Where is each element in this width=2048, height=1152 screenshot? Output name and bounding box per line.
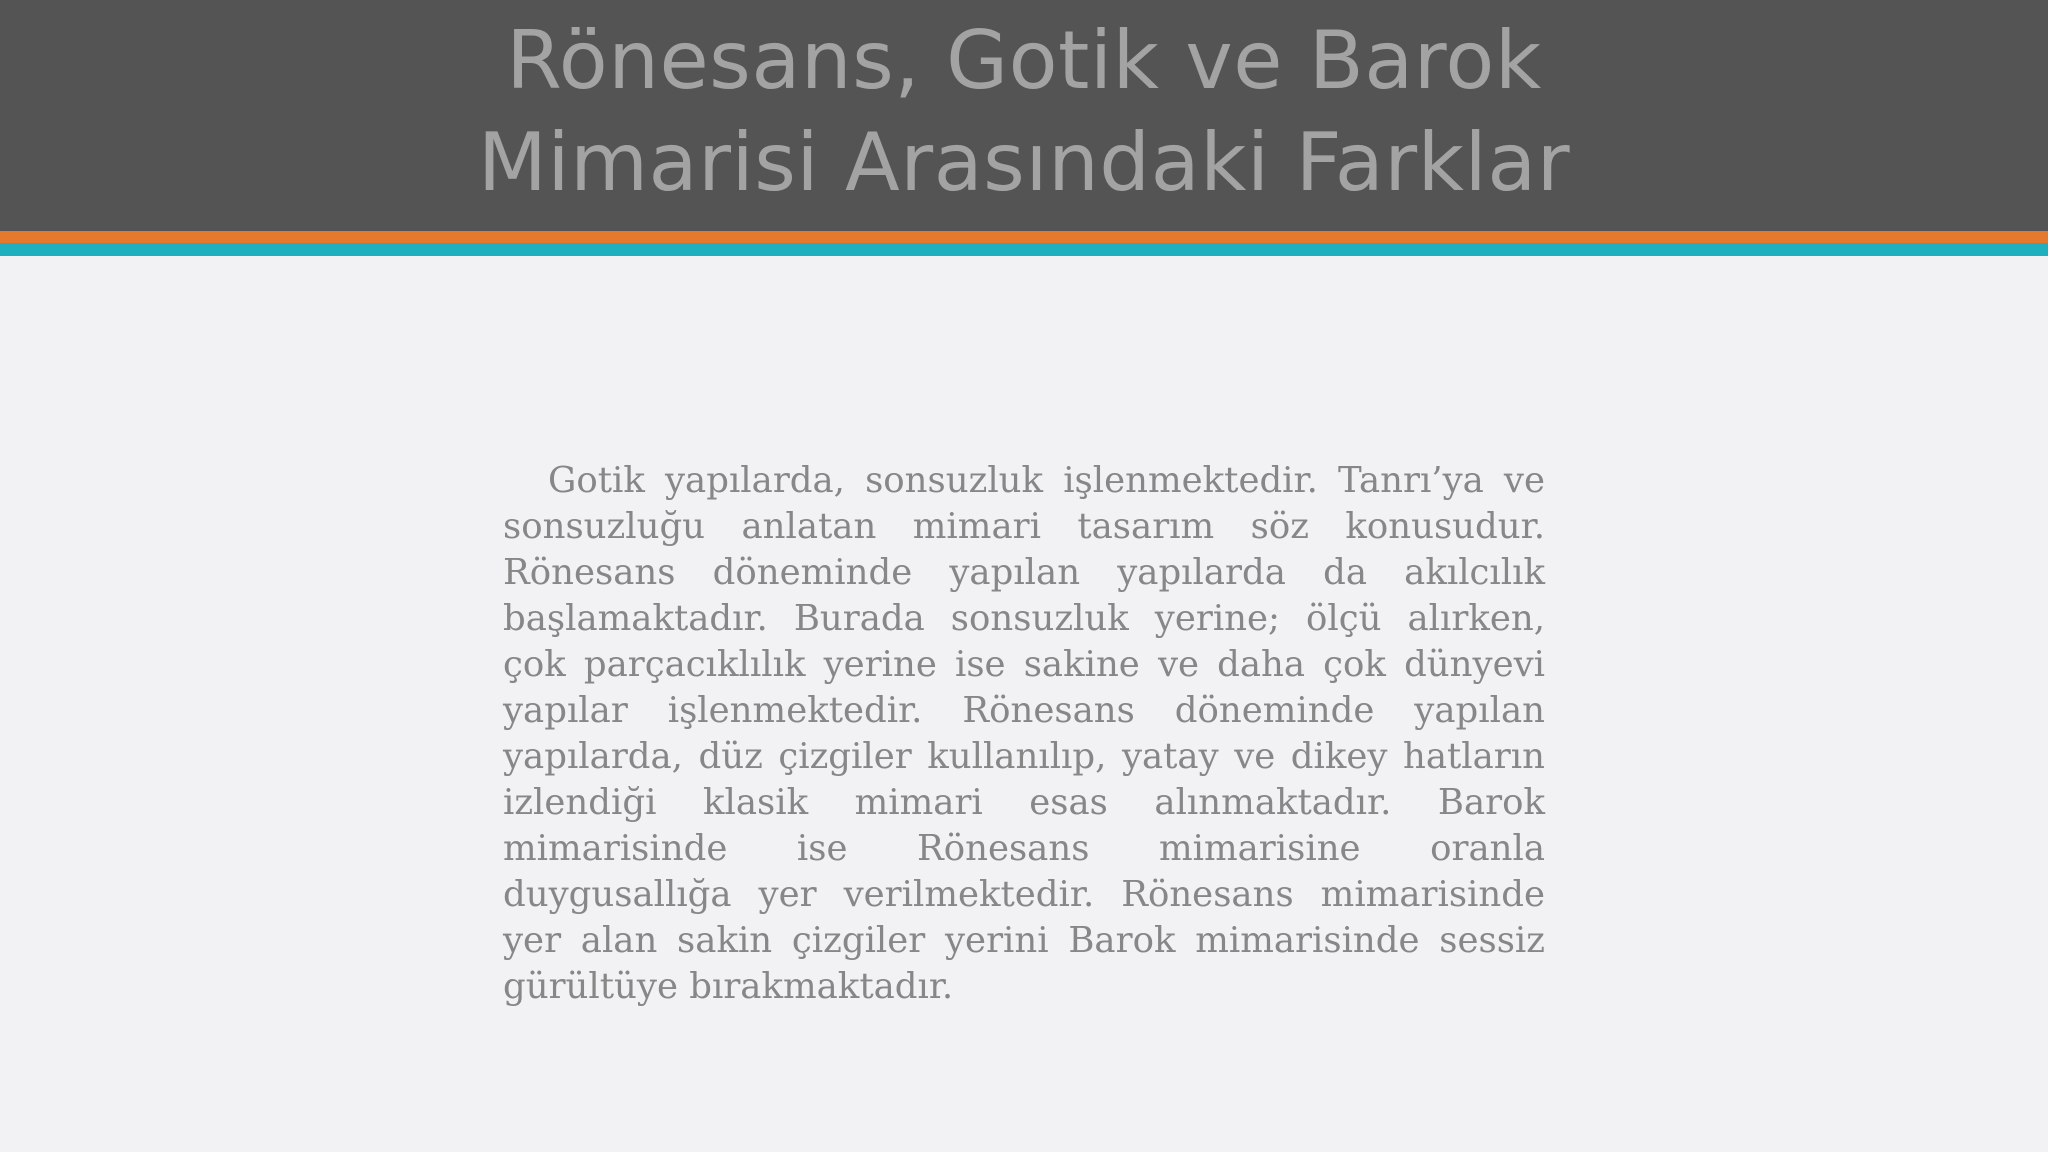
slide-title-line-1: Rönesans, Gotik ve Barok xyxy=(506,14,1542,107)
slide-title xyxy=(0,10,2048,214)
slide-title-line-2: Mimarisi Arasındaki Farklar xyxy=(477,116,1571,209)
title-header-band xyxy=(0,0,2048,231)
body-paragraph: Gotik yapılarda, sonsuzluk işlenmektedir. Tanrı’ya ve sonsuzluğu anlatan mimari tasarım söz konusudur. Rönesans döneminde yapılan yapılarda da akılcılık başlamaktadır. Burada sonsuzluk yerine; ölçü alırken, çok parçacıklılık yerine ise sakine ve daha çok dünyevi yapılar işlenmektedir. Rönesans döneminde yapılan yapılarda, düz çizgiler kullanılıp, yatay ve dikey hatların izlendiği klasik mimari esas alınmaktadır. Barok mimarisinde ise Rönesans mimarisine oranla duygusallığa yer verilmektedir. Rönesans mimarisinde yer alan sakin çizgiler yerini Barok mimarisinde sessiz gürültüye bırakmaktadır. xyxy=(503,460,1545,1007)
orange-accent-stripe xyxy=(0,231,2048,243)
teal-accent-stripe xyxy=(0,243,2048,256)
